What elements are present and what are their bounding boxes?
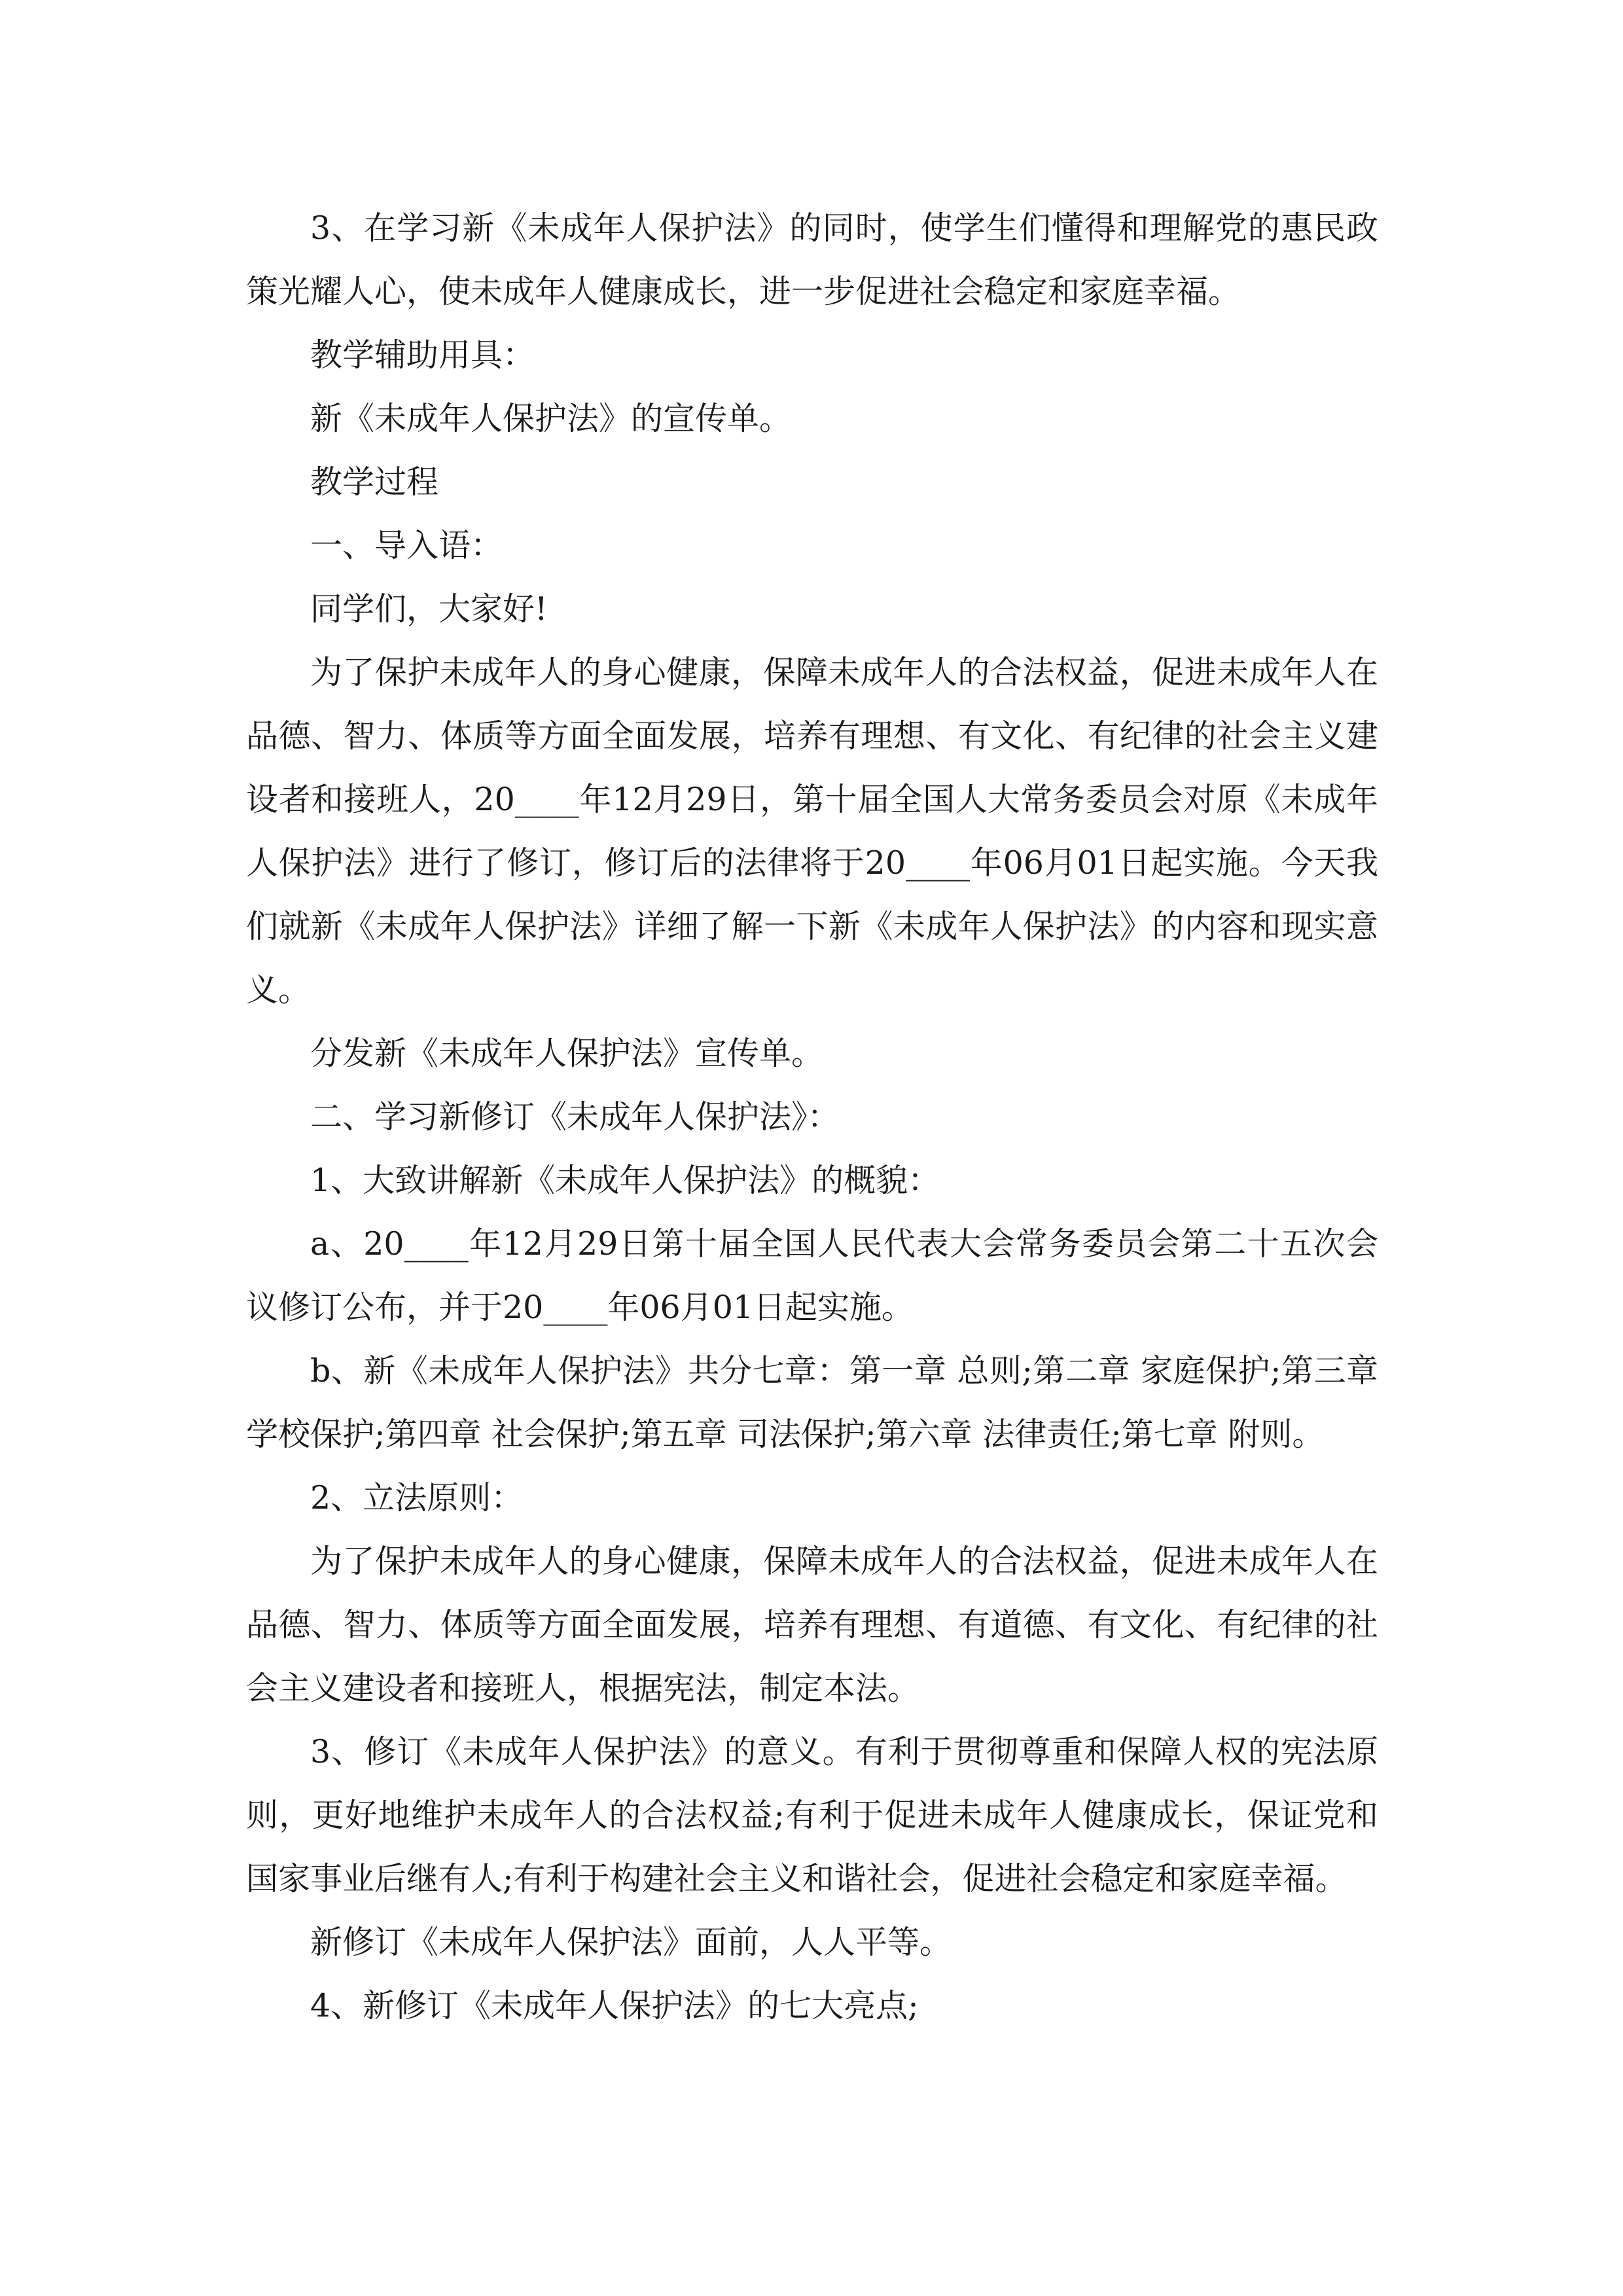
paragraph-teaching-aids-heading: 教学辅助用具：: [310, 336, 535, 374]
paragraph-introduction: 为了保护未成年人的身心健康，保障未成年人的合法权益，促进未成年人在品德、智力、体质等方面全面发展，培养有理想、有文化、有纪律的社会主义建设者和接班人，20____年12月29日，第十届全国人大常务委员会对原《未成年人保护法》进行了修订，修订后的法律将于20____年06月01日起实施。今天我们就新《未成年人保护法》详细了解一下新《未成年人保护法》的内容和现实意义。: [246, 654, 1378, 1009]
document-body: [246, 196, 1378, 2037]
paragraph-overview-heading: 1、大致讲解新《未成年人保护法》的概貌：: [310, 1162, 940, 1199]
paragraph-significance: 3、修订《未成年人保护法》的意义。有利于贯彻尊重和保障人权的宪法原则，更好地维护未成年人的合法权益;有利于促进未成年人健康成长，保证党和国家事业后继有人;有利于构建社会主义和谐社会，促进社会稳定和家庭幸福。: [246, 1733, 1378, 1897]
paragraph-distribute-leaflet: 分发新《未成年人保护法》宣传单。: [310, 1035, 824, 1072]
paragraph-section-2-heading: 二、学习新修订《未成年人保护法》：: [310, 1098, 840, 1136]
paragraph-overview-a: a、20____年12月29日第十届全国人民代表大会常务委员会第二十五次会议修订公布，并于20____年06月01日起实施。: [246, 1225, 1378, 1326]
paragraph-legislative-principle-heading: 2、立法原则：: [310, 1479, 524, 1516]
paragraph-teaching-process-heading: 教学过程: [310, 463, 439, 501]
paragraph-equality: 新修订《未成年人保护法》面前，人人平等。: [310, 1924, 952, 1961]
paragraph-objective-3: 3、在学习新《未成年人保护法》的同时，使学生们懂得和理解党的惠民政策光耀人心，使未成年人健康成长，进一步促进社会稳定和家庭幸福。: [246, 209, 1378, 310]
paragraph-overview-b: b、新《未成年人保护法》共分七章：第一章 总则;第二章 家庭保护;第三章 学校保护;第四章 社会保护;第五章 司法保护;第六章 法律责任;第七章 附则。: [246, 1352, 1378, 1453]
paragraph-section-1-heading: 一、导入语：: [310, 527, 503, 564]
paragraph-highlights-heading: 4、新修订《未成年人保护法》的七大亮点;: [310, 1987, 919, 2024]
paragraph-greeting: 同学们，大家好!: [310, 590, 548, 628]
paragraph-legislative-principle: 为了保护未成年人的身心健康，保障未成年人的合法权益，促进未成年人在品德、智力、体质等方面全面发展，培养有理想、有道德、有文化、有纪律的社会主义建设者和接班人，根据宪法，制定本法。: [246, 1543, 1378, 1707]
paragraph-teaching-aids: 新《未成年人保护法》的宣传单。: [310, 400, 792, 437]
